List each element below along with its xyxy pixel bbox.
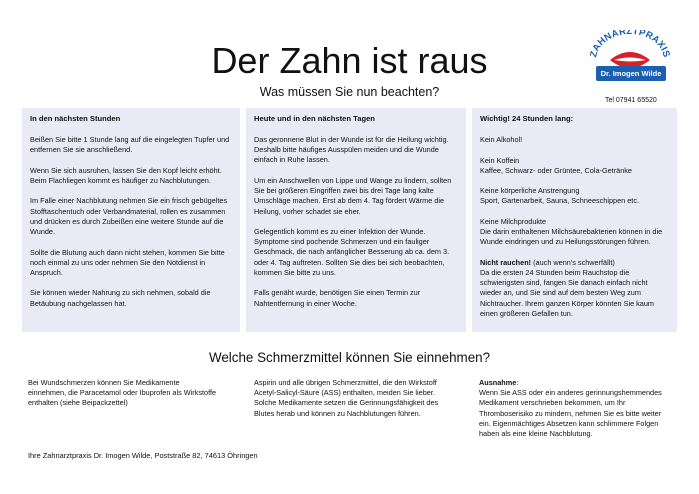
instructions-panel bbox=[22, 108, 677, 332]
rule-item bbox=[480, 156, 669, 176]
column-heading: Heute und in den nächsten Tagen bbox=[254, 114, 375, 123]
paragraph: Sollte die Blutung auch dann nicht stehen, kommen Sie bitte noch einmal zu uns oder nehmen Sie den Notdienst in Anspruch. bbox=[30, 247, 225, 277]
rule-title: Keine Milchprodukte bbox=[480, 216, 547, 226]
column-heading: In den nächsten Stunden bbox=[30, 114, 121, 123]
rule-text: Sport, Gartenarbeit, Sauna, Schneeschippen etc. bbox=[480, 196, 640, 206]
paragraph: Sie können wieder Nahrung zu sich nehmen, sobald die Betäubung nachgelassen hat. bbox=[30, 288, 211, 308]
painkillers-allowed: Bei Wundschmerzen können Sie Medikamente einnehmen, die Paracetamol oder Ibuprofen als Wirkstoffe enthalten (siehe Beipackzettel) bbox=[28, 378, 217, 408]
rule-item bbox=[480, 186, 669, 206]
rule-text: Da die ersten 24 Stunden beim Rauchstop die schwierigsten sind, fangen Sie danach einfach nicht wieder an, und Sie sind auf dem besten Weg zum Nichtraucher. Ihrem ganzen Körper könnten Sie kaum einen größeren Gefallen tun. bbox=[480, 268, 655, 318]
rule-item bbox=[480, 217, 669, 248]
page-subtitle: Was müssen Sie nun beachten? bbox=[259, 85, 440, 99]
rule-title: Kein Koffein bbox=[480, 155, 520, 165]
painkillers-title: Welche Schmerzmittel können Sie einnehmen? bbox=[208, 350, 491, 365]
practice-logo bbox=[590, 30, 670, 92]
column-heading: Wichtig! 24 Stunden lang: bbox=[480, 114, 574, 123]
practice-phone: Tel 07941 65520 bbox=[605, 97, 657, 104]
rule-item-smoking bbox=[480, 258, 669, 319]
logo-graphic bbox=[590, 30, 670, 92]
rule-text: Kaffee, Schwarz- oder Grüntee, Cola-Getränke bbox=[480, 165, 632, 175]
rule-title: Keine körperliche Anstrengung bbox=[480, 186, 580, 196]
rule-note: (auch wenn's schwerfällt) bbox=[531, 257, 615, 267]
painkillers-avoid: Aspirin und alle übrigen Schmerzmittel, die den Wirkstoff Acetyl-Salicyl-Säure (ASS) enthalten, meiden Sie lieber. Solche Medikamente setzen die Gerinnungsfähigkeit des Blutes herab und können zu Nachblutungen führen. bbox=[254, 378, 439, 418]
column-next-days bbox=[246, 108, 466, 332]
logo-brand-text: AHNARZTPRAXI bbox=[590, 30, 670, 54]
logo-doctor-name: Dr. Imogen Wilde bbox=[596, 66, 666, 81]
exception-colon: : bbox=[516, 378, 519, 387]
column-next-hours bbox=[22, 108, 240, 332]
rule-text: Die darin enthaltenen Milchsäurebakterien können in die Wunde eindringen und zu Heilungsstörungen führen. bbox=[480, 227, 663, 247]
painkillers-exception bbox=[479, 378, 674, 439]
paragraph: Um ein Anschwellen von Lippe und Wange zu lindern, sollten Sie bei größeren Eingriffen zwei bis drei Tage lang kalte Umschläge machen. Erst ab dem 4. Tag fördert Wärme die Heilung, vorher schadet sie eher. bbox=[254, 175, 452, 216]
practice-address: Ihre Zahnarztpraxis Dr. Imogen Wilde, Poststraße 82, 74613 Öhringen bbox=[28, 451, 258, 460]
paragraph: Falls genäht wurde, benötigen Sie einen Termin zur Nahtentfernung in einer Woche. bbox=[254, 288, 421, 308]
paragraph: Wenn Sie sich ausruhen, lassen Sie den Kopf leicht erhöht. Beim Flachliegen kommt es häufiger zu Nachblutungen. bbox=[30, 165, 222, 185]
paragraph: Gelegentlich kommt es zu einer Infektion der Wunde. Symptome sind pochende Schmerzen und ein fauliger Geschmack, die nach anfänglicher Besserung ab ca. dem 3. oder 4. Tag auftreten. Sollten Sie dies bei sich beobachten, kommen Sie bitte zu uns. bbox=[254, 227, 450, 277]
exception-text: Wenn Sie ASS oder ein anderes gerinnungshemmendes Medikament verschrieben bekommen, um Ihr Thromboserisiko zu mindern, nehmen Sie es bitte weiter ein. Eigenmächtiges Absetzen kann schlimmere Folgen haben als eine kleine Nachblutung. bbox=[479, 388, 662, 439]
rule-title: Kein Alkohol! bbox=[480, 135, 523, 144]
rule-title: Nicht rauchen! bbox=[480, 257, 532, 267]
rule-item bbox=[480, 135, 669, 145]
paragraph: Im Falle einer Nachblutung nehmen Sie ein frisch gebügeltes Stofftaschentuch oder Verbandmaterial, rollen es zusammen und drücken es durch Zubeißen eine weitere Stunde auf die Wunde. bbox=[30, 196, 228, 237]
paragraph: Das geronnene Blut in der Wunde ist für die Heilung wichtig. Deshalb bitte häufiges Ausspülen meiden und die Wunde einfach in Ruhe lassen. bbox=[254, 135, 449, 165]
page-title: Der Zahn ist raus bbox=[211, 40, 488, 81]
exception-heading: Ausnahme bbox=[479, 378, 517, 387]
column-important-24h bbox=[472, 108, 677, 332]
paragraph: Beißen Sie bitte 1 Stunde lang auf die eingelegten Tupfer und entfernen Sie sie anschließend. bbox=[30, 135, 230, 155]
